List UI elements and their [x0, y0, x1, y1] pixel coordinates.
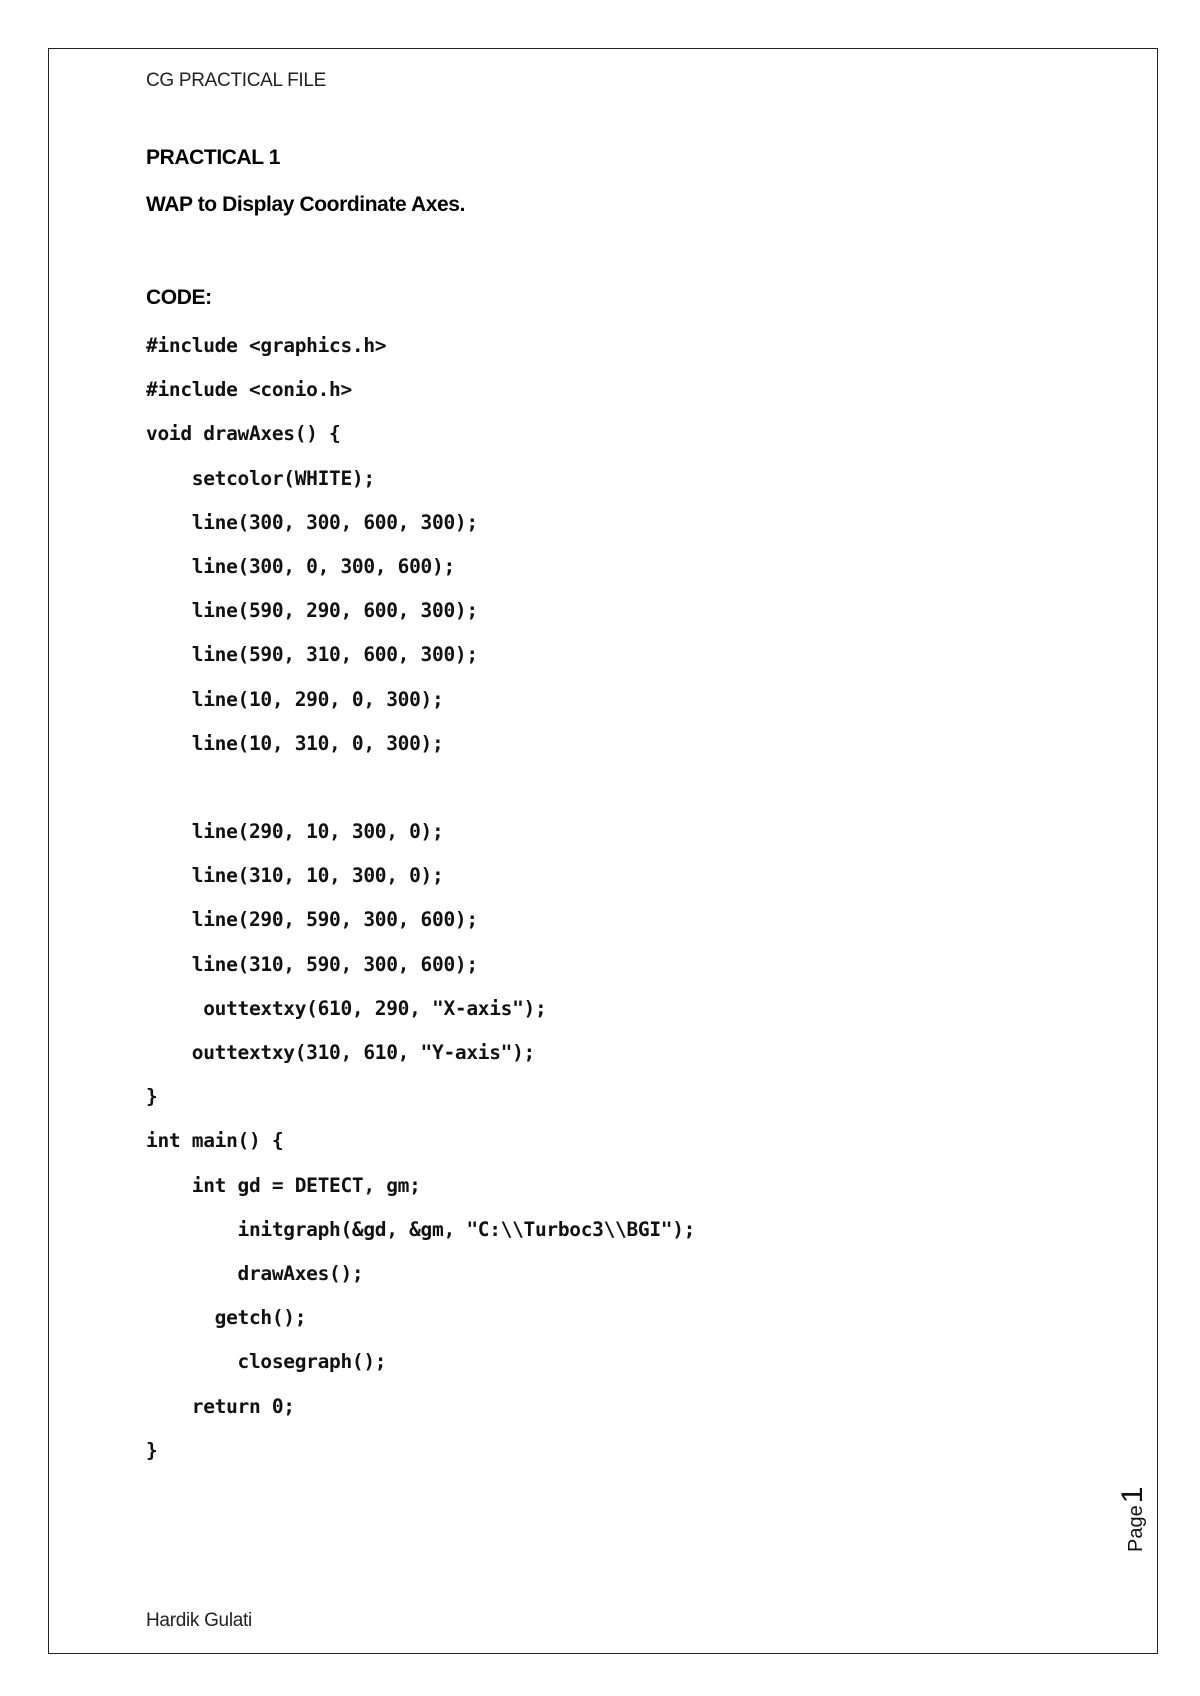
page-footer-author: Hardik Gulati [146, 1610, 252, 1631]
page-number-value: 1 [1116, 1486, 1149, 1504]
code-line: line(590, 290, 600, 300); [146, 599, 478, 623]
code-line: getch(); [146, 1306, 307, 1330]
code-block [146, 324, 695, 1473]
code-heading: CODE: [146, 286, 212, 309]
code-line [146, 766, 695, 810]
code-line: line(300, 300, 600, 300); [146, 510, 478, 534]
code-line: line(310, 590, 300, 600); [146, 952, 478, 976]
code-line: outtextxy(610, 290, "X-axis"); [146, 996, 547, 1020]
code-line: int main() { [146, 1129, 284, 1153]
code-line: int gd = DETECT, gm; [146, 1173, 421, 1197]
code-line: line(590, 310, 600, 300); [146, 643, 478, 667]
code-line: } [146, 1438, 158, 1462]
page-header: CG PRACTICAL FILE [146, 70, 327, 91]
code-line: outtextxy(310, 610, "Y-axis"); [146, 1041, 535, 1064]
practical-title: PRACTICAL 1 [146, 146, 281, 169]
code-line: #include <conio.h> [146, 378, 352, 402]
code-line: line(10, 290, 0, 300); [146, 687, 444, 711]
code-line: void drawAxes() { [146, 422, 341, 446]
code-line: line(290, 10, 300, 0); [146, 820, 444, 844]
practical-aim: WAP to Display Coordinate Axes. [146, 193, 466, 216]
code-line: } [146, 1085, 158, 1109]
code-line: line(310, 10, 300, 0); [146, 864, 444, 888]
code-line: line(290, 590, 300, 600); [146, 908, 478, 932]
code-line: #include <graphics.h> [146, 334, 387, 357]
code-line: drawAxes(); [146, 1261, 364, 1285]
code-line: line(10, 310, 0, 300); [146, 731, 444, 755]
page-number-label: Page [1125, 1505, 1147, 1552]
page-number [1116, 1487, 1150, 1552]
code-line: line(300, 0, 300, 600); [146, 554, 455, 578]
code-line: return 0; [146, 1394, 295, 1418]
code-line: setcolor(WHITE); [146, 466, 375, 490]
code-line: initgraph(&gd, &gm, "C:\\Turboc3\\BGI"); [146, 1217, 696, 1241]
code-line: closegraph(); [146, 1350, 387, 1374]
